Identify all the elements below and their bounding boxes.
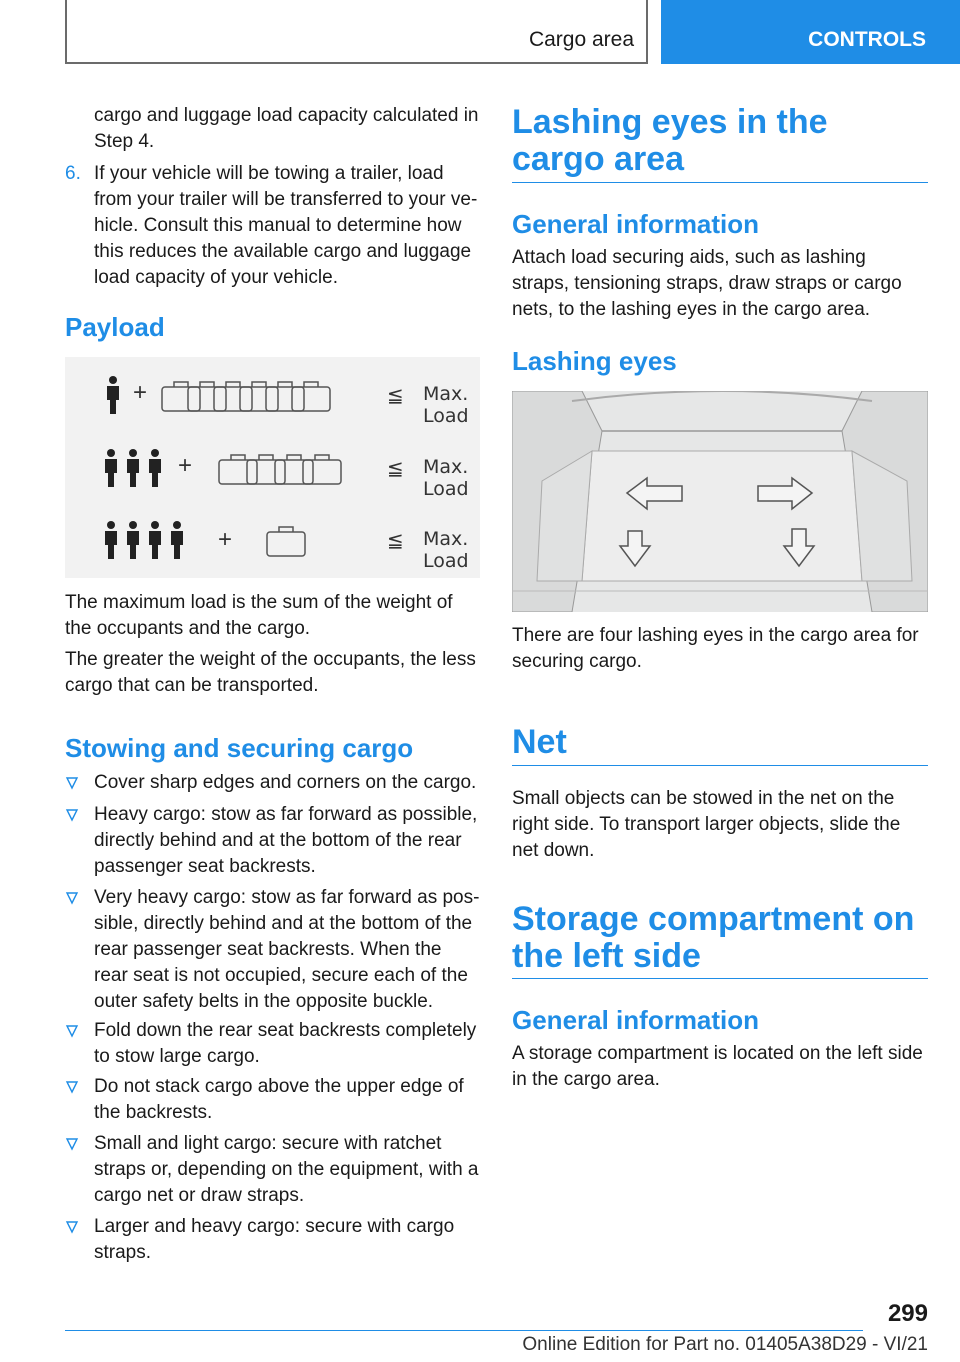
edition-text: Online Edition for Part no. 01405A38D29 - VI/21 (522, 1334, 928, 1355)
payload-heading: Payload (65, 312, 165, 342)
people-icon (101, 448, 167, 488)
lashing-eyes-heading: Lashing eyes (512, 346, 677, 376)
lashing-eyes-title: Lashing eyes in the cargo area (512, 103, 828, 178)
bullet-text: Very heavy cargo: stow as far forward as pos‐ sible, directly behind and at the bottom of the rear passenger seat backrests. When the rear seat is not occupied, secure each of the outer safety belts in the opposite buckle. (94, 887, 480, 1012)
max-load-label: Max. Load (423, 383, 469, 427)
step-continuation: cargo and luggage load capacity calculated in Step 4. (94, 105, 479, 152)
triangle-bullet-icon (65, 1024, 79, 1038)
section-rule (512, 978, 928, 979)
luggage-icon (263, 524, 313, 558)
net-title: Net (512, 723, 567, 761)
trunk-drawing (512, 391, 928, 612)
general-info-heading-2: General information (512, 1005, 760, 1035)
person-icon (101, 375, 125, 415)
bullet-text: Small and light cargo: secure with ratchet straps or, depending on the equipment, with a cargo net or draw straps. (94, 1133, 479, 1206)
triangle-bullet-icon (65, 776, 79, 790)
payload-paragraph-1: The maximum load is the sum of the weight of the occupants and the cargo. (65, 592, 453, 639)
payload-paragraph-2: The greater the weight of the occupants, the less cargo that can be transported. (65, 649, 476, 696)
load-row-3 (65, 520, 480, 570)
stowing-heading: Stowing and securing cargo (65, 733, 414, 763)
section-rule (512, 182, 928, 183)
less-equal-icon: ≦ (387, 458, 404, 480)
header-box (65, 0, 648, 64)
storage-compartment-title: Storage compartment on the left side (512, 900, 915, 975)
lashing-paragraph: Attach load securing aids, such as lashing straps, tensioning straps, draw straps or cargo nets, to the lashing eyes in the cargo area. (512, 247, 902, 320)
footer-rule (65, 1330, 863, 1331)
storage-paragraph: A storage compartment is located on the left side in the cargo area. (512, 1043, 923, 1090)
bullet-text: Cover sharp edges and corners on the cargo. (94, 772, 477, 793)
net-paragraph: Small objects can be stowed in the net on the right side. To transport larger objects, slide the net down. (512, 788, 901, 861)
triangle-bullet-icon (65, 1220, 79, 1234)
triangle-bullet-icon (65, 808, 79, 822)
controls-tab[interactable]: CONTROLS (661, 0, 960, 64)
less-equal-icon: ≦ (387, 385, 404, 407)
item-number: 6. (65, 163, 81, 184)
luggage-icon (215, 452, 365, 486)
item-text: If your vehicle will be towing a trailer, load from your trailer will be transferred to your ve‐ hicle. Consult this manual to determine how this reduces the available cargo and luggage load capacity of your vehicle. (94, 163, 478, 288)
max-load-label: Max. Load (423, 456, 469, 500)
load-row-2 (65, 448, 480, 498)
people-icon (101, 520, 189, 560)
triangle-bullet-icon (65, 1137, 79, 1151)
luggage-icon (160, 379, 370, 413)
section-rule (512, 765, 928, 766)
less-equal-icon: ≦ (387, 530, 404, 552)
bullet-text: Fold down the rear seat backrests completely to stow large cargo. (94, 1020, 477, 1067)
max-load-label: Max. Load (423, 528, 469, 572)
bullet-text: Larger and heavy cargo: secure with cargo straps. (94, 1216, 455, 1263)
triangle-bullet-icon (65, 1080, 79, 1094)
lashing-eyes-paragraph: There are four lashing eyes in the cargo area for securing cargo. (512, 625, 919, 672)
payload-illustration (65, 357, 480, 578)
cargo-area-illustration (512, 391, 928, 612)
bullet-text: Heavy cargo: stow as far forward as possible, directly behind and at the bottom of the rear passenger seat backrests. (94, 804, 478, 877)
plus-icon: + (218, 526, 233, 553)
general-info-heading: General information (512, 209, 760, 239)
load-row-1 (65, 375, 480, 425)
page-number: 299 (887, 1300, 928, 1327)
plus-icon: + (178, 452, 193, 479)
section-title: Cargo area (528, 28, 634, 51)
bullet-text: Do not stack cargo above the upper edge of the backrests. (94, 1076, 464, 1123)
plus-icon: + (133, 379, 148, 406)
triangle-bullet-icon (65, 891, 79, 905)
